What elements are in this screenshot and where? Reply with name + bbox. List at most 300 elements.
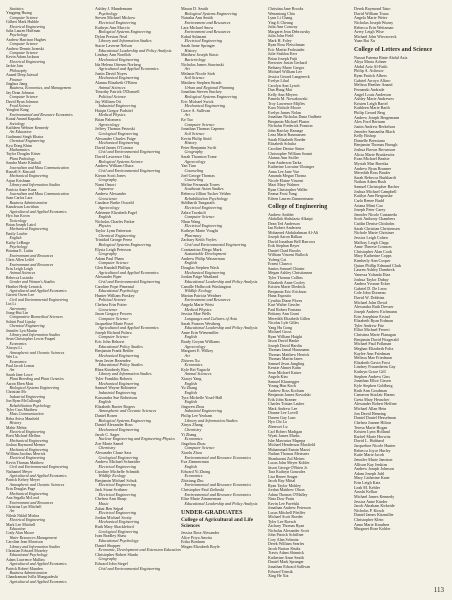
graduate-entry [6,223,92,232]
graduate-name: Christopher Paul Zielinski [181,488,225,492]
graduate-department: Computer Science [9,42,38,47]
graduate-department: Mechanical Engineering [9,174,49,179]
graduate-name: Kaylee Ann Friedman [354,351,391,356]
graduate-department: Industrial Engineering [184,408,222,414]
graduate-name: Grace A. Sullivan [181,108,211,113]
graduate-name: Eileen Lauren Zimmermann [268,196,314,201]
graduate-entry [181,137,267,146]
graduate-entry [95,238,181,247]
graduate-name: Michael Gross [268,330,292,335]
graduate-department: Electrical Engineering [9,456,46,461]
graduate-entry [181,35,267,44]
graduate-department: English [184,380,198,386]
graduate-name: Cole John Dorneau [354,291,386,296]
graduate-name: Christian Edward Moseley [6,548,48,553]
graduate-department: Atmospheric and Oceanic Sciences [9,482,65,487]
graduate-name: Nami Omori [95,182,116,187]
graduate-name: Sarah Irene Springer [181,44,215,48]
graduate-name: Ida Helena Ottesen Norberg [95,62,141,67]
graduate-entry [95,442,181,451]
graduate-department: Art [184,66,190,72]
graduate-name: Alanna Elizabeth O'Brien [95,81,138,85]
graduate-name: Erin Josephine Erstad [354,314,390,319]
graduate-name: Kathryn Ann Muccio [95,25,130,30]
graduate-entry [181,63,267,72]
graduate-name: Derek William Searles [268,542,305,547]
graduate-entry [181,53,267,62]
names-column-4 [268,7,354,579]
graduate-name: Lena Marie Rasmussen [268,133,306,138]
graduate-name: Charles Tristan Lasher [268,402,305,407]
graduate-name: Ryan Patrick Albers [354,74,387,79]
graduate-department: Philosophy [9,68,28,73]
graduate-entry [181,118,267,127]
graduate-name: Katie Marie Jacob [354,453,385,458]
graduate-name: Patricia Anne Kunz [6,187,37,192]
graduate-name: Sarah Rebecca Burkhardt [354,175,396,180]
graduate-name: Gudimani Singh Khaira [6,134,44,139]
graduate-department: Art [9,368,15,373]
graduate-entry [95,562,181,571]
graduate-name: Scott Anthony Chambers [354,217,396,222]
graduate-name: Hyo Chi Lo [268,420,288,425]
graduate-department: Electrical Engineering [9,59,46,64]
graduate-name: Natasha Ann Smith [181,16,213,21]
graduate-department: Plant Breeding and Plant Genetics [9,377,64,382]
graduate-entry [6,461,92,470]
graduate-name: Lindsey Frauenheim Gay [354,365,396,370]
graduate-entry [6,144,92,153]
graduate-name: Lauren Ashley Dambeck [354,268,395,273]
graduate-entry [181,386,267,395]
graduate-name: Elizabeth Rueter Rogers [95,404,136,409]
graduate-department: Electrical Engineering [98,463,136,469]
graduate-name: Cameron Sinclair Harms [354,393,395,398]
graduate-name: Meredith Elizabeth Gillen [268,316,310,321]
graduate-name: Chelsea Ann Sharp [95,497,127,502]
graduate-name: Kaitlyn Ann Bergonske [354,194,393,199]
graduate-entry [95,63,181,72]
graduate-name: David Jonathan Bell Barrows [268,239,316,244]
graduate-name: Nathaniel Meyer [6,469,33,474]
graduate-name: Rhea Kimberly Rios [95,367,129,372]
graduate-name: Jessica Rose Alexander [181,530,220,535]
graduate-department: Bacteriology [184,56,206,62]
graduate-department: English [184,389,198,395]
graduate-name: Meghan Elizabeth Foltz [354,346,394,351]
graduate-entry [95,470,181,479]
graduate-name: Timothy Patrick O'Donnell [95,90,140,95]
graduate-name: Joseph Aaron Balkau [268,235,302,240]
graduate-name: Andrew Harrison Hughes [6,37,46,42]
graduate-entry [6,82,92,91]
graduate-department: Biological Systems Engineering [98,417,151,423]
graduate-entry [6,100,92,109]
graduate-name: Tyler Franklin Roberts [95,377,133,381]
graduate-name: Kristen Marie Diedrick [268,285,306,290]
graduate-name: Meredith Ross Bruder [354,171,391,176]
graduate-entry [181,192,267,201]
graduate-name: Gabriel Arroyo Alfaro [354,78,391,83]
graduate-entry [6,302,92,311]
graduate-name: Mason D. Smith [181,7,208,11]
graduate-department: Mechanical Engineering [9,227,49,232]
graduate-department: Agricultural and Applied Economics [9,562,67,567]
graduate-entry [181,423,267,432]
graduate-name: Wenantong Chia [268,11,295,16]
graduate-name: Danielle Bressiano [354,138,386,143]
graduate-name: Yingping Huang [6,11,32,16]
graduate-entry [95,544,181,553]
graduate-name: Nicholas James Stawinski [181,62,224,67]
graduate-name: Lin Li [6,302,16,307]
graduate-name: Ariana Mimi Cao [354,203,383,208]
graduate-name: Caroline Michelle Schmidt [95,469,140,474]
graduate-entry [181,470,267,479]
graduate-name: Adam Joseph Juhl [354,471,385,476]
graduate-name: Thomas Jamal Hausmann [268,348,310,353]
graduate-department: Library and Information Studies [184,417,238,423]
graduate-name: Mohamed Abdulrahman Al-Ali [268,230,319,235]
graduate-name: Yan Tian [181,164,196,169]
graduate-name: Fernando Andrade [354,87,385,92]
graduate-name: Thomas Martin Janes [268,357,303,362]
graduate-name: Edward Trinsik [268,569,293,574]
graduate-department: English [98,214,112,220]
graduate-name: Zoe Marie Samel [95,441,124,446]
graduate-department: Education [9,526,26,531]
graduate-entry [95,359,181,368]
graduate-name: Kyu Dong Khim [6,143,33,148]
graduate-department: Mechanical Engineering [98,519,140,525]
graduate-entry [6,364,92,373]
graduate-name: Kanokwan Lawithan [6,205,39,210]
graduate-name: Garrett Owen Lee [6,293,35,298]
graduate-name: Arushi Kelkar [354,490,378,495]
graduate-name: Evan Michael Beattie [354,157,390,162]
graduate-name: Jay Dean Johnson [6,90,35,95]
graduate-name: Christopher Alan Cook [354,249,392,254]
graduate-name: Christina Marie Flanagan [354,333,396,338]
graduate-name: Matthew Joseph Stasic [181,53,219,58]
graduate-name: Christian Mc [6,390,27,395]
graduate-department: Library and Information Studies [98,38,152,44]
graduate-department: Environment and Resources [184,297,231,303]
graduate-entry [181,90,267,99]
graduate-name: Anna Lee Jane Vue [268,169,300,174]
graduate-name: Kyle Stephen Goldberg [354,383,393,388]
graduate-department: Geological Engineering [98,130,138,136]
graduate-name: Jonathan Andrew Peterson [268,506,311,511]
graduate-name: Erin Douglas Page [6,487,36,492]
graduate-entry [181,257,267,266]
graduate-entry [6,575,92,584]
graduate-department: Electrical Engineering [184,204,222,210]
graduate-name: Jennifer Marie Jamison [354,457,393,462]
graduate-name: Carl Robert Madigan [268,429,302,434]
graduate-name: Joseph David Hardin [268,343,302,348]
graduate-department: Agricultural and Applied Economics [9,474,67,479]
graduate-name: Jacob Abraham Kirkeide [354,504,395,509]
graduate-department: Journalism and Mass Communication [9,192,69,197]
graduate-name: Brian Joseph Fujii [268,56,298,61]
graduate-department: Computer Science [184,445,215,451]
graduate-entry [95,44,181,53]
graduate-entry [95,488,181,497]
graduate-entry [95,266,181,275]
graduate-entry [181,229,267,238]
graduate-name: Daniel Daniel Hesselman [354,416,396,421]
graduate-department: Environmental and Resource Economics [184,491,251,497]
graduate-name: David Ryan Johnson [6,99,39,104]
graduate-name: Kyle Rei Yaguchi [181,367,210,372]
graduate-department: Geological Engineering [98,454,138,460]
graduate-entry [181,312,267,321]
graduate-department: Agricultural and Applied Economics [98,325,159,331]
graduate-name: Zuhai Ben Sejpal [95,506,124,511]
graduate-name: Nathan Adam Bush [354,180,387,185]
graduate-entry [181,294,267,303]
graduate-entry [181,349,267,358]
graduate-entry [6,258,92,267]
graduate-name: Zhixiang Zhu [181,478,204,483]
graduate-name: Stephen Andrew Gins [354,374,390,379]
section-heading: College of Letters and Science [354,47,433,53]
graduate-name: Alexander Piper [95,275,122,280]
graduate-name: Wyatt James Marks [268,434,300,439]
graduate-department: Biological Systems Science [98,158,144,164]
graduate-entry [6,346,92,355]
graduate-department: Art [9,509,15,514]
graduate-name: Juan Carlos Lara [6,196,33,201]
graduate-name: Jiong-Hui Lin [6,311,28,316]
graduate-entry [6,549,92,558]
graduate-name: Nathan Thomas Meissner [268,452,310,457]
graduate-name: Christina Jane Brooks [268,7,304,11]
graduate-department: Computer Science [98,315,129,321]
graduate-name: Carla Renee Budd [354,198,385,203]
graduate-entry [181,433,267,442]
graduate-name: Melissa Mae Friedman [354,356,392,361]
graduate-department: Agroecology [184,158,206,164]
graduate-department: Economics [184,436,203,442]
names-column-1 [6,7,92,584]
graduate-name: Jacob Ray Mittal [268,479,296,484]
graduate-name: Pamela M. Nowakowski [268,97,308,102]
graduate-entry [95,553,181,562]
graduate-name: Megan Ashley Christiansen [268,271,313,276]
graduate-name: Bethany Marie Gregor [268,65,305,70]
graduate-department: Journalism and Mass Communication [9,165,69,170]
graduate-department: Mechanical Engineering [98,56,140,62]
graduate-department: Biological Systems Engineering [98,241,151,247]
graduate-name: Emma Frost Yang [268,192,297,197]
graduate-name: Adam Lawrence Mullins [6,557,45,562]
graduate-department: Mechanical Engineering [9,438,49,443]
graduate-name: Samuel Jesus Jungling [268,361,305,366]
graduate-name: Elliot Michael Ferreri [354,328,390,333]
graduate-name: Ryan Taylor Mobley [268,483,302,488]
graduate-entry [6,417,92,426]
graduate-name: Eric Michael Swick [181,99,214,104]
graduate-name: Andrew Ambler [268,212,294,217]
graduate-name: Erin Leigh Katz [354,481,381,486]
graduate-name: Kara Nichole Moore [268,106,302,111]
graduate-department: Biological Systems Engineering [184,10,237,16]
graduate-name: Ke Tao [181,118,193,122]
graduate-name: Caitlin Denise Chisholm [354,222,395,227]
graduate-department: Educational Psychology [98,537,139,543]
graduate-name: Elizabeth Gavin Frost [354,360,390,365]
graduate-entry [6,496,92,505]
graduate-name: Rebecca Lucinda [6,275,33,280]
graduate-entry [95,368,181,377]
graduate-department: Atmospheric and Oceanic Sciences [9,350,65,355]
graduate-name: Jay William Ott [95,99,121,104]
graduate-department: Counseling [184,167,204,173]
graduate-entry [6,523,92,532]
graduate-entry [95,229,181,238]
graduate-entry [6,214,92,223]
graduate-name: Kathy LeBarge [6,240,30,245]
graduate-name: Philip Lee Yeoham [181,414,213,418]
graduate-name: Darren Guy Lum [268,415,296,420]
graduate-department: Physics [98,223,112,229]
graduate-name: Erik John Kramer [268,397,297,402]
graduate-entry [6,505,92,514]
graduate-entry [181,340,267,349]
graduate-department: Geological Engineering [98,528,138,534]
graduate-name: Angela Kim [268,375,288,380]
graduate-name: Kathleen Marie Barth [354,106,390,111]
graduate-name: Andrew Ross Kocham [268,388,305,393]
graduate-name: Mary Katherine Copps [354,254,392,259]
graduate-entry [6,73,92,82]
graduate-name: Dylan Preston Neal [95,34,128,39]
graduate-name: Katherine Anne Smith [268,555,304,560]
graduate-entry [6,179,92,188]
graduate-department: Psychology [9,33,28,38]
graduate-department: Electrical Engineering [9,518,46,523]
graduate-department: Art [184,112,190,118]
graduate-name: Ian Robert Andersen [268,226,302,231]
graduate-name: Caroline Jean Morrison [6,540,43,545]
graduate-name: Jacqueline Nicole Hunter [354,444,396,449]
graduate-department: Agricultural and Applied Economics [9,579,67,584]
graduate-entry [6,355,92,364]
graduate-department: Japanese [98,186,114,192]
graduate-name: Jordan Michael Scotty [95,515,132,520]
graduate-department: Computer Science [184,214,215,220]
graduate-name: Alexander Chase Sass [95,451,132,455]
graduate-name: Michael John Dowd [354,300,388,305]
graduate-name: Peter Benjamin Swift [181,145,217,150]
graduate-name: Jacob Burton Shultz [268,546,301,551]
graduate-name: Erika Bonham [181,540,205,545]
graduate-department: Environment and Resources [9,500,54,505]
graduate-name: Cynthia Diane Flores [268,298,303,303]
graduate-entry [6,55,92,64]
graduate-department: Agricultural and Applied Economics [9,209,67,214]
graduate-department: Geography [184,149,203,155]
graduate-entry [6,373,92,382]
graduate-name: Xinyu Zhang [181,423,203,428]
graduate-entry [6,531,92,540]
graduate-name: Santos Samuel Chinter [268,266,305,271]
graduate-name: Mark Andrew Lee [268,406,298,411]
graduate-name: Ruth Ann Goodman [354,388,387,393]
graduate-name: Nilesh Nikhil Mishra [6,513,40,518]
graduate-entry [6,170,92,179]
graduate-department: Chemical Engineering [9,139,45,144]
graduate-department: English [184,260,198,266]
graduate-entry [95,7,181,16]
graduate-entry [95,201,181,210]
graduate-name: Jennifer Nicole Castaneda [354,212,397,217]
graduate-name: Abdul Aziz Al-Fatih [354,64,388,69]
graduate-department: Chemistry [184,426,202,432]
graduate-name: Glen Randall Phillips [95,266,131,270]
graduate-entry [6,161,92,170]
graduate-entry [6,320,92,329]
graduate-department: Art [184,352,190,358]
graduate-entry [6,285,92,294]
graduate-entry [95,16,181,25]
graduate-department: Finance [9,77,23,82]
graduate-name: David James O'Connor [95,145,134,150]
graduate-department: Environment and Resources [9,253,54,258]
graduate-name: Anne Erin Wiesemiller [181,330,219,335]
graduate-entry [6,249,92,258]
graduate-entry [95,164,181,173]
graduate-name: Jacqueline Marie Pozzi [95,321,134,326]
graduate-entry [181,266,267,275]
graduate-name: Philip Gerard Berg [354,111,386,116]
graduate-name: Stacie Laverne Nelson [95,44,133,48]
graduate-department: Computer Science [184,121,215,127]
graduate-name: Ruth Mary Shackleford [95,525,134,529]
graduate-name: Patrick Kelsey Meyer [6,478,40,483]
graduate-entry [95,423,181,432]
graduate-name: Kevin Thomas Matthew [6,460,44,465]
graduate-department: Biological Systems Engineering [9,385,60,390]
graduate-name: Dianne Lee Lovell [268,411,298,416]
graduate-name: Alice Priya Amrita [181,535,212,540]
graduate-department: Geography [98,251,117,257]
graduate-name: Samuel Klausegger [268,379,300,384]
graduate-entry [95,525,181,534]
graduate-name: Paul Jacob Lomas [6,363,35,368]
graduate-department: Psychology [98,10,118,16]
graduate-department: Sustainable Development [184,251,227,257]
graduate-name: Julia Lauren Huffman [6,29,41,34]
graduate-name: Joshua Michael Campbell [354,189,397,194]
graduate-name: Taylor Lynn Patterson [95,229,132,233]
graduate-name: Trinidad George Perez [95,238,133,243]
graduate-name: Brian Palomera [95,118,121,122]
graduate-name: Aliya Maria Achner [354,60,387,65]
graduate-department: Political Science [98,93,127,99]
graduate-entry [95,220,181,229]
graduate-name: Derek Raymond Tatro [354,7,391,11]
graduate-name: Greta Mary Heuscher [354,397,390,402]
graduate-name: Jordan Matthew Olson [268,488,305,493]
graduate-name: Michael Paul Folkman [354,342,392,347]
graduate-department: Computer Science [9,51,38,56]
graduate-department: Environmental and Resource Economics [9,112,73,117]
graduate-name: Travis Adam Shinnick [268,551,304,556]
graduate-department: Environmental and Resource Economics [184,482,251,488]
